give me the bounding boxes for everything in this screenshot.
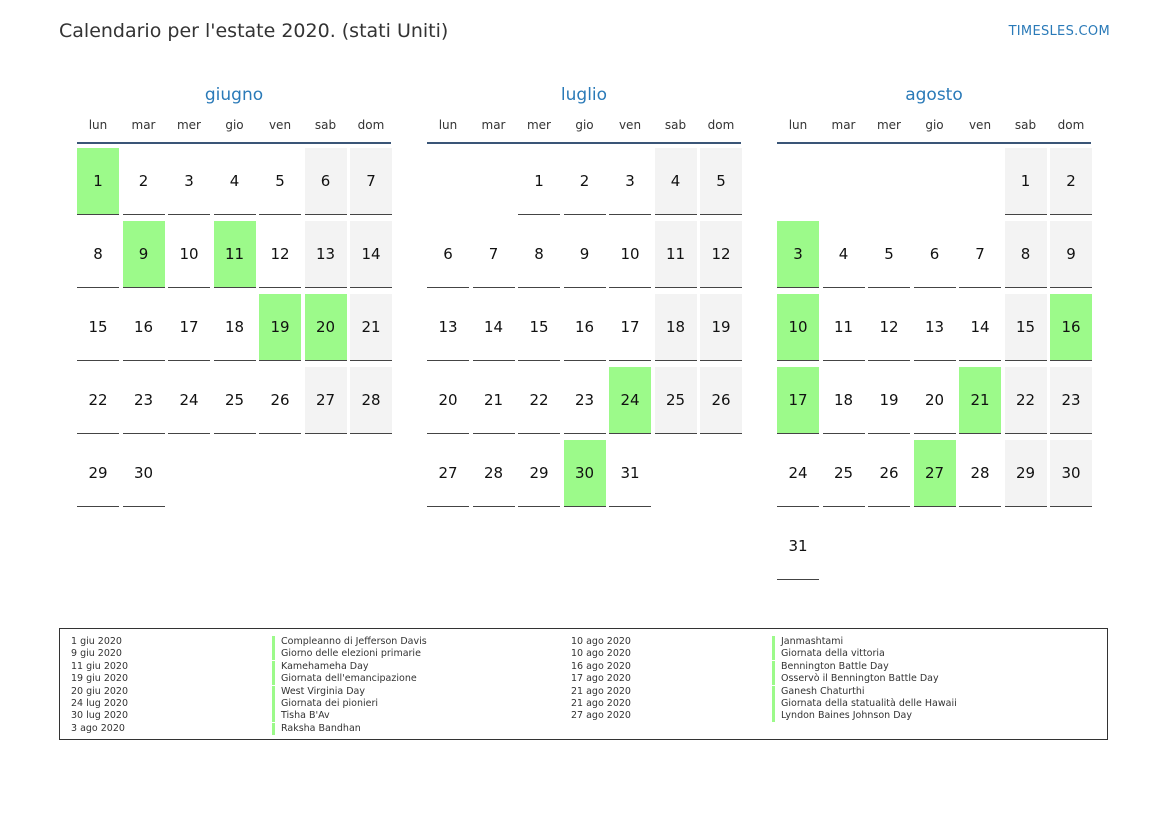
calendar-day[interactable]: 23 (1050, 367, 1092, 434)
calendar-day[interactable]: 17 (609, 294, 651, 361)
calendar-day[interactable]: 5 (700, 148, 742, 215)
weekday-label: mer (176, 118, 201, 132)
calendar-day[interactable]: 9 (1050, 221, 1092, 288)
legend-date: 21 ago 2020 (571, 698, 631, 709)
calendar-day[interactable]: 20 (914, 367, 956, 434)
calendar-day[interactable]: 25 (655, 367, 697, 434)
calendar-day[interactable]: 18 (214, 294, 256, 361)
calendar-day[interactable]: 12 (700, 221, 742, 288)
weekday-label: mer (526, 118, 551, 132)
calendar-day[interactable]: 8 (518, 221, 560, 288)
legend-date: 3 ago 2020 (71, 722, 125, 734)
calendar-day[interactable]: 13 (305, 221, 347, 288)
calendar-day[interactable]: 30 (123, 440, 165, 507)
legend-holiday-name: Giorno delle elezioni primarie (272, 648, 421, 660)
weekday-label: dom (707, 118, 735, 132)
calendar-day[interactable]: 8 (77, 221, 119, 288)
legend-holiday-name: Osservò il Bennington Battle Day (772, 673, 939, 685)
calendar-day[interactable]: 1 (518, 148, 560, 215)
calendar-day[interactable]: 18 (823, 367, 865, 434)
calendar-day[interactable]: 24 (168, 367, 210, 434)
calendar-day[interactable]: 6 (305, 148, 347, 215)
calendar-day[interactable]: 8 (1005, 221, 1047, 288)
calendar-day[interactable]: 17 (168, 294, 210, 361)
calendar-day[interactable]: 27 (305, 367, 347, 434)
weekday-label: ven (968, 118, 992, 132)
weekday-header (777, 118, 1091, 144)
legend-holiday-name: Ganesh Chaturthi (772, 686, 865, 698)
calendar-day[interactable]: 4 (823, 221, 865, 288)
weekday-label: ven (268, 118, 292, 132)
calendar-day[interactable]: 16 (564, 294, 606, 361)
calendar-day[interactable]: 16 (123, 294, 165, 361)
calendar-day[interactable]: 12 (868, 294, 910, 361)
legend-holiday-name: Giornata dell'emancipazione (272, 673, 417, 685)
month-name: luglio (560, 85, 608, 105)
calendar-day[interactable]: 22 (518, 367, 560, 434)
calendar-day-holiday[interactable]: 27 (914, 440, 956, 507)
calendar-day-holiday[interactable]: 3 (777, 221, 819, 288)
calendar-day[interactable]: 19 (700, 294, 742, 361)
calendar-day[interactable]: 26 (700, 367, 742, 434)
calendar-day-holiday[interactable]: 11 (214, 221, 256, 288)
calendar-day[interactable]: 31 (777, 513, 819, 580)
calendar-day-holiday[interactable]: 20 (305, 294, 347, 361)
calendar-day[interactable]: 2 (564, 148, 606, 215)
calendar-day[interactable]: 7 (350, 148, 392, 215)
legend-date: 9 giu 2020 (71, 648, 122, 660)
legend-holiday-name: Raksha Bandhan (272, 723, 361, 735)
month-luglio (427, 84, 746, 482)
calendar-day[interactable]: 5 (868, 221, 910, 288)
weekday-label: dom (1057, 118, 1085, 132)
calendar-day-holiday[interactable]: 10 (777, 294, 819, 361)
weekday-header (77, 118, 391, 144)
month-name: giugno (204, 85, 264, 105)
weekday-label: gio (575, 118, 594, 132)
legend-date: 11 giu 2020 (71, 660, 128, 672)
calendar-day-holiday[interactable]: 16 (1050, 294, 1092, 361)
calendar-day[interactable]: 26 (259, 367, 301, 434)
calendar-day[interactable]: 2 (1050, 148, 1092, 215)
calendar-day[interactable]: 29 (1005, 440, 1047, 507)
weekday-label: mer (876, 118, 901, 132)
calendar-day[interactable]: 15 (1005, 294, 1047, 361)
calendar-day-holiday[interactable]: 24 (609, 367, 651, 434)
calendar-day-holiday[interactable]: 21 (959, 367, 1001, 434)
calendar-day[interactable]: 7 (473, 221, 515, 288)
calendar-day[interactable]: 23 (123, 367, 165, 434)
calendar-day[interactable]: 4 (214, 148, 256, 215)
legend-holiday-name: Giornata della statualità delle Hawaii (772, 698, 957, 710)
legend-holiday-name: Giornata dei pionieri (272, 698, 378, 710)
calendar-day[interactable]: 25 (214, 367, 256, 434)
calendar-day[interactable]: 22 (1005, 367, 1047, 434)
weekday-label: ven (618, 118, 642, 132)
weekday-label: lun (438, 118, 458, 132)
legend-date: 10 ago 2020 (571, 636, 631, 647)
legend-holiday-name: Tisha B'Av (272, 710, 330, 722)
weekday-label: mar (481, 118, 506, 132)
holiday-legend (59, 628, 1108, 740)
month-name: agosto (905, 85, 963, 105)
weekday-label: mar (831, 118, 856, 132)
weekday-label: sab (1014, 118, 1037, 132)
calendar-day[interactable]: 29 (77, 440, 119, 507)
legend-holiday-name: Lyndon Baines Johnson Day (772, 710, 912, 722)
legend-holiday-name: Compleanno di Jefferson Davis (272, 636, 427, 648)
legend-date: 17 ago 2020 (571, 673, 631, 685)
calendar-day-holiday[interactable]: 19 (259, 294, 301, 361)
weekday-label: gio (925, 118, 944, 132)
calendar-day[interactable]: 14 (959, 294, 1001, 361)
calendar-day-holiday[interactable]: 9 (123, 221, 165, 288)
calendar-day[interactable]: 3 (609, 148, 651, 215)
legend-date: 10 ago 2020 (571, 648, 631, 660)
weekday-label: lun (88, 118, 108, 132)
calendar-day[interactable]: 11 (655, 221, 697, 288)
calendar-day[interactable]: 14 (350, 221, 392, 288)
calendar-day[interactable]: 10 (609, 221, 651, 288)
weekday-header (427, 118, 741, 144)
calendar-day[interactable]: 31 (609, 440, 651, 507)
calendar-day[interactable]: 28 (350, 367, 392, 434)
page-title: Calendario per l'estate 2020. (stati Uniti) (59, 20, 449, 42)
legend-date: 30 lug 2020 (71, 710, 128, 722)
calendar-day[interactable]: 14 (473, 294, 515, 361)
calendar-day[interactable]: 21 (473, 367, 515, 434)
calendar-day[interactable]: 6 (914, 221, 956, 288)
calendar-day[interactable]: 7 (959, 221, 1001, 288)
calendar-day[interactable]: 29 (518, 440, 560, 507)
legend-date: 19 giu 2020 (71, 673, 128, 685)
calendar-day[interactable]: 21 (350, 294, 392, 361)
calendar-day[interactable]: 6 (427, 221, 469, 288)
calendar-day[interactable]: 28 (959, 440, 1001, 507)
calendar-day[interactable]: 25 (823, 440, 865, 507)
legend-holiday-name: Giornata della vittoria (772, 648, 885, 660)
calendar-day[interactable]: 30 (1050, 440, 1092, 507)
legend-holiday-name: Bennington Battle Day (772, 661, 889, 673)
site-link[interactable]: TIMESLES.COM (1008, 24, 1110, 39)
calendar-day[interactable]: 13 (914, 294, 956, 361)
weekday-label: dom (357, 118, 385, 132)
calendar-day[interactable]: 28 (473, 440, 515, 507)
calendar-day[interactable]: 12 (259, 221, 301, 288)
weekday-label: sab (664, 118, 687, 132)
calendar-day[interactable]: 11 (823, 294, 865, 361)
calendar-day[interactable]: 4 (655, 148, 697, 215)
month-agosto (777, 84, 1096, 555)
calendar-day-holiday[interactable]: 17 (777, 367, 819, 434)
calendar-day[interactable]: 3 (168, 148, 210, 215)
month-giugno (77, 84, 396, 482)
calendar-day[interactable]: 22 (77, 367, 119, 434)
calendar-day-holiday[interactable]: 30 (564, 440, 606, 507)
calendar-day[interactable]: 20 (427, 367, 469, 434)
calendar-day[interactable]: 10 (168, 221, 210, 288)
calendar-day[interactable]: 5 (259, 148, 301, 215)
weekday-label: gio (225, 118, 244, 132)
calendar-day-holiday[interactable]: 1 (77, 148, 119, 215)
legend-date: 24 lug 2020 (71, 698, 128, 709)
weekday-label: sab (314, 118, 337, 132)
legend-date: 16 ago 2020 (571, 660, 631, 672)
weekday-label: lun (788, 118, 808, 132)
calendar-day[interactable]: 27 (427, 440, 469, 507)
legend-date: 21 ago 2020 (571, 685, 631, 697)
legend-date: 1 giu 2020 (71, 636, 122, 647)
calendar-day[interactable]: 15 (77, 294, 119, 361)
legend-date: 27 ago 2020 (571, 710, 631, 722)
legend-date: 20 giu 2020 (71, 685, 128, 697)
calendar-day[interactable]: 23 (564, 367, 606, 434)
legend-holiday-name: Janmashtami (772, 636, 843, 648)
calendar-day[interactable]: 26 (868, 440, 910, 507)
calendar-day[interactable]: 13 (427, 294, 469, 361)
calendar-day[interactable]: 15 (518, 294, 560, 361)
calendar-day[interactable]: 18 (655, 294, 697, 361)
calendar-day[interactable]: 24 (777, 440, 819, 507)
calendar-day[interactable]: 9 (564, 221, 606, 288)
legend-holiday-name: Kamehameha Day (272, 661, 369, 673)
legend-holiday-name: West Virginia Day (272, 686, 365, 698)
weekday-label: mar (131, 118, 156, 132)
calendar-day[interactable]: 2 (123, 148, 165, 215)
calendar-day[interactable]: 1 (1005, 148, 1047, 215)
calendar-day[interactable]: 19 (868, 367, 910, 434)
